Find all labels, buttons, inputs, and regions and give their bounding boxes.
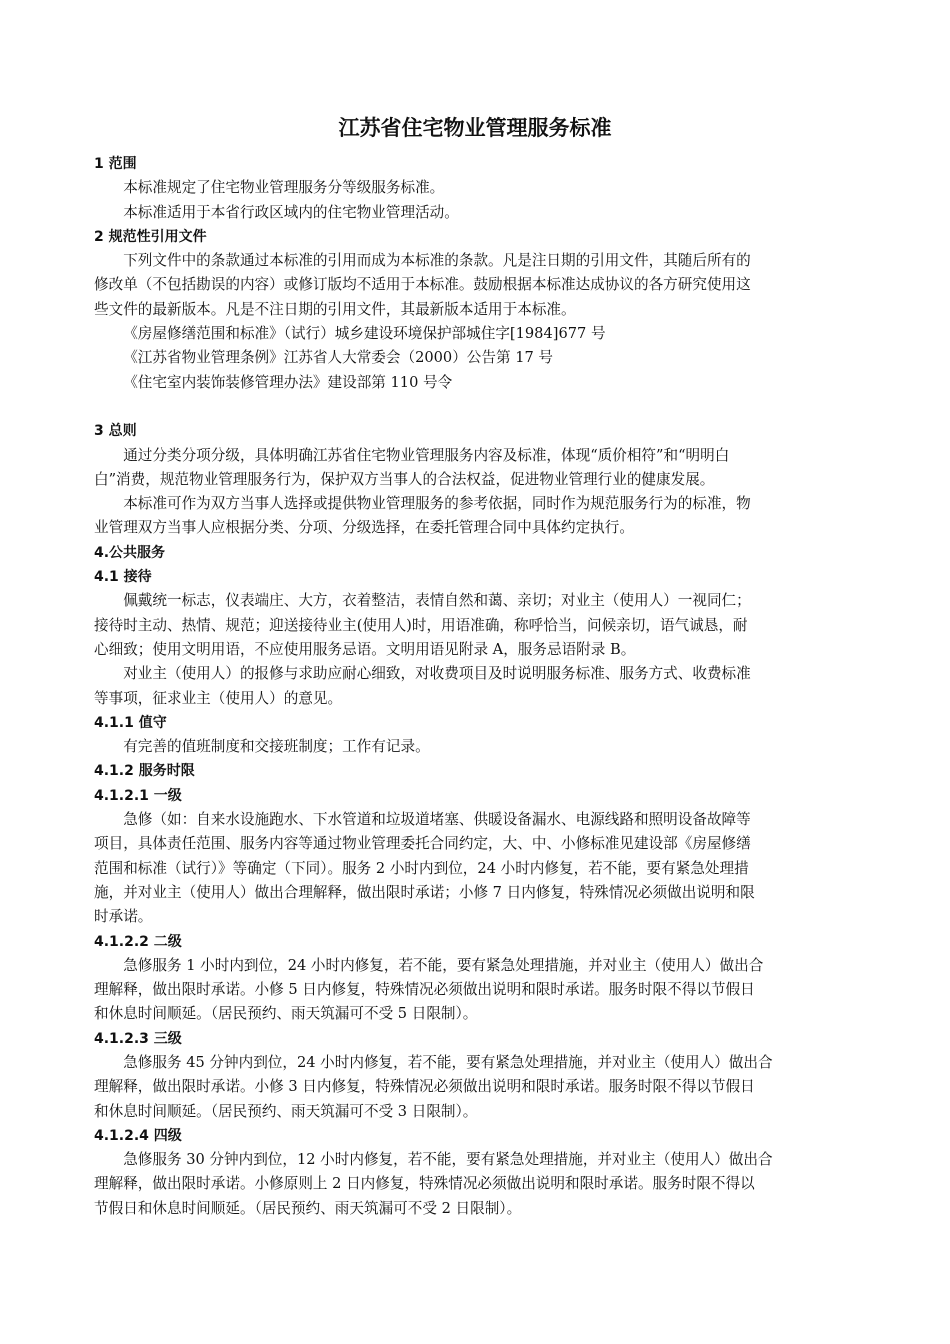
paragraph <box>94 176 856 200</box>
paragraph <box>94 201 856 225</box>
paragraph <box>94 808 856 929</box>
paragraph-line: 通过分类分项分级，具体明确江苏省住宅物业管理服务内容及标准，体现“质价相符”和“明明白 <box>123 446 730 464</box>
paragraph-line: 急修服务 45 分钟内到位，24 小时内修复，若不能，要有紧急处理措施，并对业主（使用人）做出合 <box>123 1053 773 1071</box>
paragraph-line: 急修（如：自来水设施跑水、下水管道和垃圾道堵塞、供暖设备漏水、电源线路和照明设备故障等 <box>123 811 751 829</box>
reference-item: 《江苏省物业管理条例》江苏省人大常委会（2000）公告第 17 号 <box>123 349 554 367</box>
paragraph-line: 节假日和休息时间顺延。（居民预约、雨天筑漏可不受 2 日限制）。 <box>94 1199 522 1217</box>
paragraph-line: 和休息时间顺延。（居民预约、雨天筑漏可不受 5 日限制）。 <box>94 1005 478 1023</box>
section-heading: 4.1.1 值守 <box>94 714 167 731</box>
section-heading: 4.1 接待 <box>94 569 152 586</box>
paragraph <box>94 735 856 759</box>
paragraph-line: 急修服务 30 分钟内到位，12 小时内修复，若不能，要有紧急处理措施，并对业主（使用人）做出合 <box>123 1151 773 1169</box>
paragraph-line: 对业主（使用人）的报修与求助应耐心细致，对收费项目及时说明服务标准、服务方式、收费标准 <box>123 665 751 683</box>
paragraph-line: 接待时主动、热情、规范；迎送接待业主(使用人)时，用语准确，称呼恰当，问候亲切，语气诚恳，耐 <box>94 616 748 634</box>
paragraph <box>94 1148 856 1221</box>
paragraph-line: 有完善的值班制度和交接班制度；工作有记录。 <box>123 738 430 756</box>
paragraph <box>94 662 856 711</box>
section-heading: 4.1.2 服务时限 <box>94 763 195 780</box>
section-heading: 4.1.2.1 一级 <box>94 787 182 804</box>
paragraph-line: 等事项，征求业主（使用人）的意见。 <box>94 689 343 707</box>
document-page <box>94 112 856 1221</box>
paragraph <box>94 444 856 493</box>
paragraph <box>94 954 856 1027</box>
paragraph-line: 项目，具体责任范围、服务内容等通过物业管理委托合同约定，大、中、小修标准见建设部《房屋修缮 <box>94 835 751 853</box>
paragraph-line: 理解释，做出限时承诺。小修原则上 2 日内修复，特殊情况必须做出说明和限时承诺。服务时限不得以 <box>94 1175 755 1193</box>
section-heading: 1 范围 <box>94 156 137 172</box>
section-heading: 4.1.2.4 四级 <box>94 1127 182 1144</box>
spacer <box>94 395 856 419</box>
paragraph-line: 修改单（不包括勘误的内容）或修订版均不适用于本标准。鼓励根据本标准达成协议的各方研究使用这 <box>94 276 751 294</box>
paragraph-line: 理解释，做出限时承诺。小修 3 日内修复，特殊情况必须做出说明和限时承诺。服务时限不得以节假日 <box>94 1078 755 1096</box>
paragraph-line: 下列文件中的条款通过本标准的引用而成为本标准的条款。凡是注日期的引用文件，其随后所有的 <box>123 252 751 270</box>
paragraph-line: 本标准可作为双方当事人选择或提供物业管理服务的参考依据，同时作为规范服务行为的标准，物 <box>123 495 751 513</box>
paragraph-line: 理解释，做出限时承诺。小修 5 日内修复，特殊情况必须做出说明和限时承诺。服务时限不得以节假日 <box>94 981 755 999</box>
reference-item: 《房屋修缮范围和标准》（试行）城乡建设环境保护部城住字[1984]677 号 <box>123 325 606 343</box>
section-heading: 4.1.2.3 三级 <box>94 1030 182 1047</box>
paragraph <box>94 1051 856 1124</box>
document-body <box>94 152 856 1221</box>
document-title: 江苏省住宅物业管理服务标准 <box>338 116 612 140</box>
paragraph <box>94 492 856 541</box>
paragraph-line: 急修服务 1 小时内到位，24 小时内修复，若不能，要有紧急处理措施，并对业主（使用人）做出合 <box>123 956 764 974</box>
paragraph-line: 些文件的最新版本。凡是不注日期的引用文件，其最新版本适用于本标准。 <box>94 300 576 318</box>
section-heading: 4.1.2.2 二级 <box>94 933 182 950</box>
paragraph-line: 本标准适用于本省行政区域内的住宅物业管理活动。 <box>123 203 459 221</box>
paragraph-line: 和休息时间顺延。（居民预约、雨天筑漏可不受 3 日限制）。 <box>94 1102 478 1120</box>
paragraph-line: 业管理双方当事人应根据分类、分项、分级选择，在委托管理合同中具体约定执行。 <box>94 519 634 537</box>
paragraph <box>94 589 856 662</box>
section-heading: 3 总则 <box>94 423 137 440</box>
paragraph-line: 范围和标准（试行）》等确定（下同）。服务 2 小时内到位，24 小时内修复，若不能，要有紧急处理措 <box>94 859 749 877</box>
section-heading: 2 规范性引用文件 <box>94 228 207 245</box>
reference-item: 《住宅室内装饰装修管理办法》建设部第 110 号令 <box>123 373 453 391</box>
paragraph-line: 本标准规定了住宅物业管理服务分等级服务标准。 <box>123 179 445 197</box>
section-heading: 4.公共服务 <box>94 544 166 561</box>
paragraph-line: 佩戴统一标志，仪表端庄、大方，衣着整洁，表情自然和蔼、亲切；对业主（使用人）一视同仁； <box>123 592 751 610</box>
paragraph-line: 心细致；使用文明用语，不应使用服务忌语。文明用语见附录 A，服务忌语附录 B。 <box>94 640 636 658</box>
paragraph-line: 时承诺。 <box>94 908 153 926</box>
paragraph <box>94 249 856 322</box>
paragraph-line: 施，并对业主（使用人）做出合理解释，做出限时承诺；小修 7 日内修复，特殊情况必须做出说明和限 <box>94 883 755 901</box>
paragraph-line: 白”消费，规范物业管理服务行为，保护双方当事人的合法权益，促进物业管理行业的健康发展。 <box>94 470 715 488</box>
